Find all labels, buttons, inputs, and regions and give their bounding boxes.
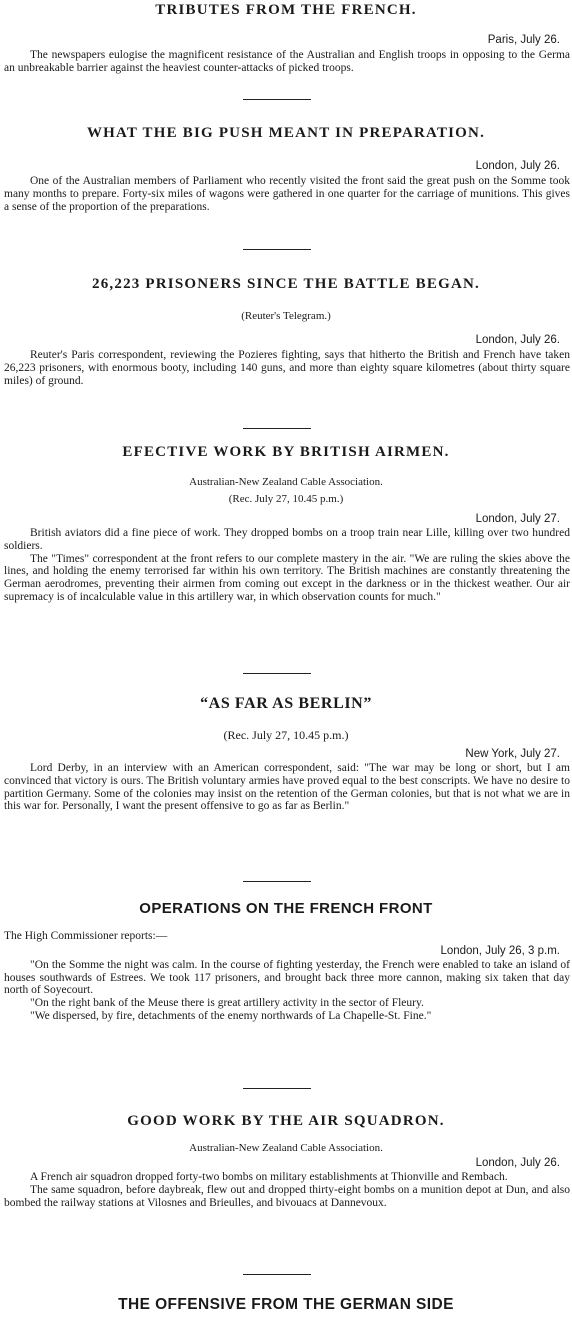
paragraph: Reuter's Paris correspondent, reviewing the Pozieres fighting, says that hitherto the British and French have taken 26,223 prisoners, with enormous booty, including 140 guns, and more than eighty square kilometres (about thirty square miles) of ground.	[4, 349, 570, 387]
paragraph: One of the Australian members of Parliament who recently visited the front said the great push on the Somme took many months to prepare. Forty-six miles of wagons were gathered in one quarter for the carriage of munitions. This gives a sense of the proportion of the preparations.	[4, 175, 570, 213]
headline: WHAT THE BIG PUSH MEANT IN PREPARATION.	[86, 125, 486, 141]
paragraph: "On the Somme the night was calm. In the course of fighting yesterday, the French were enabled to take an island of houses southwards of Estrees. We took 117 prisoners, and brought back three more cannon, making six taken that day north of Soyecourt.	[4, 958, 570, 997]
paragraph: Lord Derby, in an interview with an American correspondent, said: "The war may be long or short, but I am convinced that victory is ours. The British voluntary armies have proved equal to the best conscripts. We have no desire to partition Germany. Some of the colonies may insist on the retention of the German colonies, but that is not what we are in this war for. Personally, I want the present offensive to go as far as Berlin."	[4, 762, 570, 813]
column-rule	[243, 1274, 311, 1275]
dateline: London, July 26.	[475, 1157, 560, 1169]
headline: OPERATIONS ON THE FRENCH FRONT	[139, 900, 433, 917]
column-rule	[243, 99, 311, 100]
paragraph: The "Times" correspondent at the front refers to our complete mastery in the air. "We are ruling the skies above the lines, and holding the enemy terrorised far within his own territory. The British machines are constantly threatening the German aerodromes, preventing their airmen from coming out except in the darkness or in the thickest weather. Our air supremacy is of incalculable value in this artillery war, in which observation counts for much."	[4, 552, 570, 603]
dateline: London, July 26.	[475, 334, 560, 346]
article-german-side	[0, 1296, 572, 1314]
article-french-front	[0, 900, 572, 1023]
dateline: London, July 26, 3 p.m.	[440, 944, 560, 957]
column-rule	[243, 428, 311, 429]
column-rule	[243, 673, 311, 674]
paragraph: "On the right bank of the Meuse there is great artillery activity in the sector of Fleury.	[30, 997, 424, 1010]
article-tributes	[0, 0, 572, 75]
dateline: London, July 27.	[475, 513, 560, 525]
article-airmen	[0, 443, 572, 604]
dateline: New York, July 27.	[465, 748, 560, 760]
subhead: Australian-New Zealand Cable Association.	[189, 476, 383, 488]
headline: 26,223 PRISONERS SINCE THE BATTLE BEGAN.	[92, 276, 480, 292]
paragraph: British aviators did a fine piece of work. They dropped bombs on a troop train near Lille, killing over two hundred soldiers.	[4, 527, 570, 552]
article-big-push	[0, 124, 572, 213]
subhead: Australian-New Zealand Cable Association.	[189, 1142, 383, 1154]
subhead: (Rec. July 27, 10.45 p.m.)	[223, 728, 349, 742]
headline: TRIBUTES FROM THE FRENCH.	[155, 2, 417, 18]
headline: GOOD WORK BY THE AIR SQUADRON.	[127, 1113, 445, 1129]
article-air-squadron	[0, 1112, 572, 1209]
article-berlin	[0, 695, 572, 813]
paragraph: The same squadron, before daybreak, flew out and dropped thirty-eight bombs on a munition depot at Dun, and also bombed the railway stations at Vilosnes and Brieulles, and bivouacs at Dannevoux.	[4, 1183, 570, 1209]
subhead: (Rec. July 27, 10.45 p.m.)	[228, 493, 344, 505]
paragraph: The newspapers eulogise the magnificent resistance of the Australian and English troops in opposing to the Germa an unbreakable barrier against the heaviest counter-attacks of picked troops.	[4, 49, 570, 74]
dateline: Paris, July 26.	[487, 34, 560, 46]
column-rule	[243, 249, 311, 250]
article-prisoners	[0, 275, 572, 387]
subhead: (Reuter's Telegram.)	[241, 310, 331, 322]
headline: THE OFFENSIVE FROM THE GERMAN SIDE	[118, 1296, 454, 1313]
paragraph: A French air squadron dropped forty-two bombs on military establishments at Thionville and Rembach.	[30, 1171, 508, 1183]
column-rule	[243, 1088, 311, 1089]
dateline: London, July 26.	[475, 160, 560, 172]
headline: EFECTIVE WORK BY BRITISH AIRMEN.	[122, 444, 450, 460]
intro-line: The High Commissioner reports:—	[4, 930, 168, 942]
headline: “AS FAR AS BERLIN”	[200, 695, 372, 712]
paragraph: "We dispersed, by fire, detachments of the enemy northwards of La Chapelle-St. Fine."	[30, 1009, 432, 1022]
column-rule	[243, 881, 311, 882]
